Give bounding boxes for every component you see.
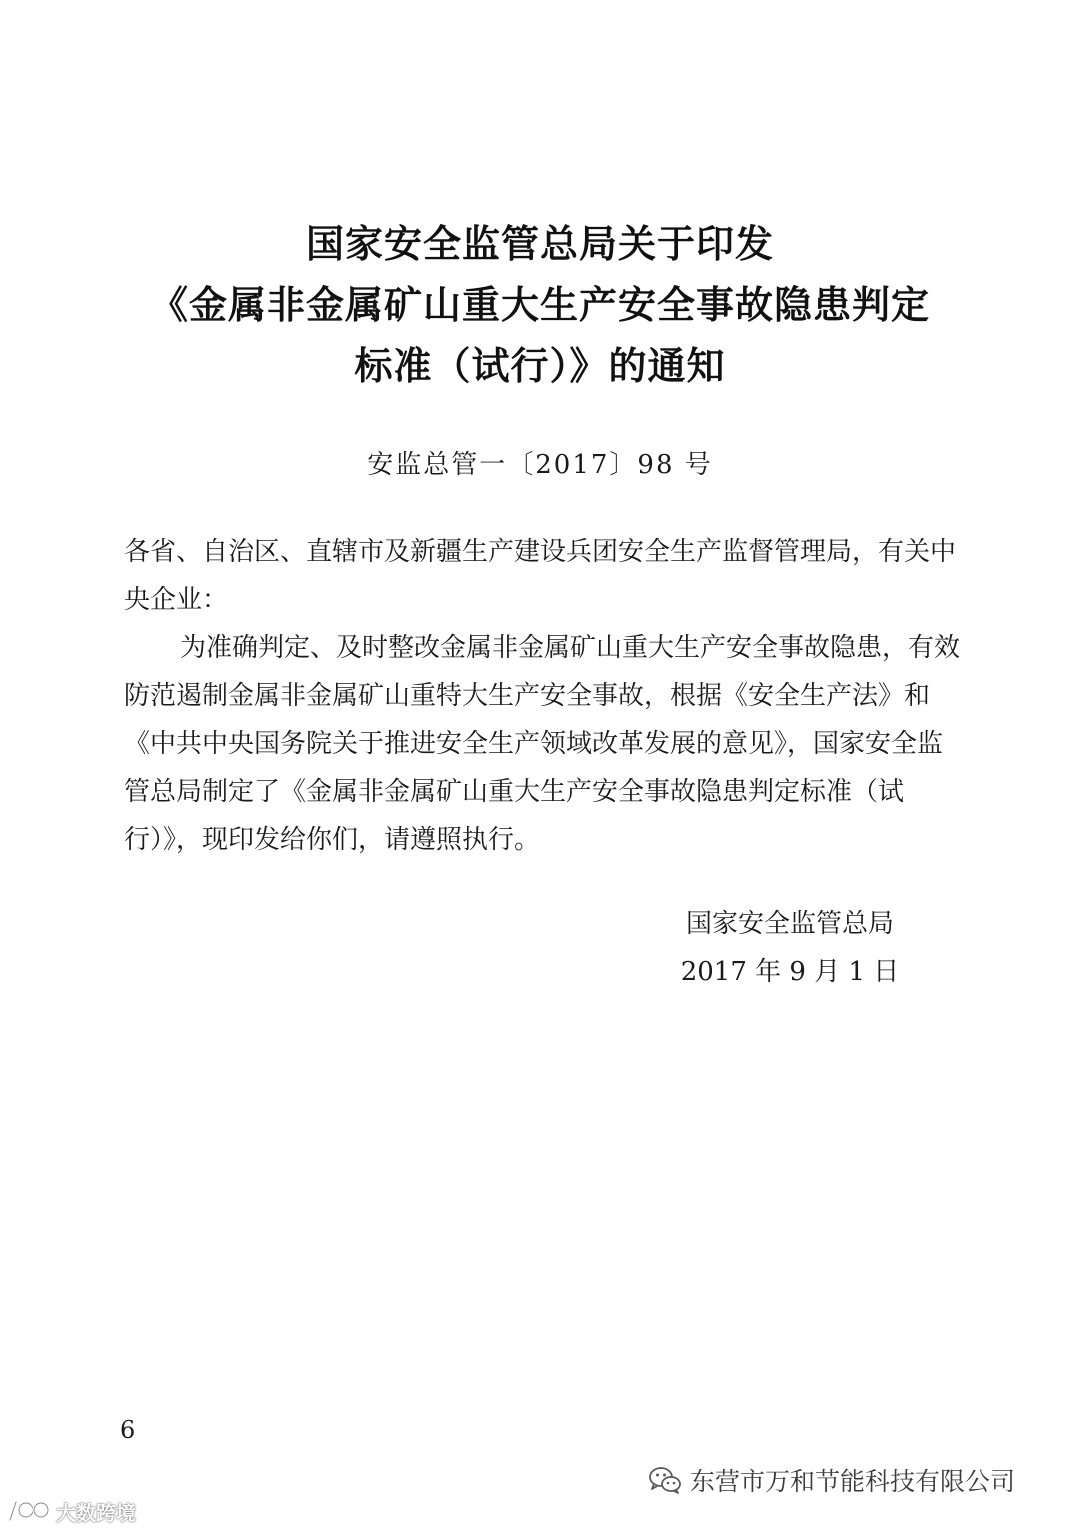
title-line-1: 国家安全监管总局关于印发 xyxy=(305,222,774,266)
document-number: 安监总管一〔2017〕98 号 xyxy=(367,450,713,480)
issue-date: 2017 年 9 月 1 日 xyxy=(680,957,900,987)
salutation: 各省、自治区、直辖市及新疆生产建设兵团安全生产监督管理局，有关中央企业： xyxy=(124,537,957,615)
wechat-watermark-text: 东营市万和节能科技有限公司 xyxy=(690,1467,1016,1496)
brand-watermark-text: 大数跨境 xyxy=(56,1500,136,1525)
title-line-2: 《金属非金属矿山重大生产安全事故隐患判定 xyxy=(149,283,930,327)
page-number: 6 xyxy=(120,1416,136,1444)
brand-watermark xyxy=(6,1494,136,1528)
brand-logo-icon xyxy=(6,1498,52,1524)
wechat-watermark xyxy=(648,1460,1015,1500)
signature-block xyxy=(640,900,940,996)
issuer-name: 国家安全监管总局 xyxy=(685,909,894,939)
wechat-icon xyxy=(648,1465,682,1495)
document-title xyxy=(120,214,960,397)
document-body xyxy=(124,528,960,864)
body-paragraph: 为准确判定、及时整改金属非金属矿山重大生产安全事故隐患，有效防范遏制金属非金属矿山重特大生产安全事故，根据《安全生产法》和《中共中央国务院关于推进安全生产领域改革发展的意见》，国家安全监管总局制定了《金属非金属矿山重大生产安全事故隐患判定标准（试行）》，现印发给你们，请遵照执行。 xyxy=(124,633,961,855)
title-line-3: 标准（试行）》的通知 xyxy=(354,344,726,388)
